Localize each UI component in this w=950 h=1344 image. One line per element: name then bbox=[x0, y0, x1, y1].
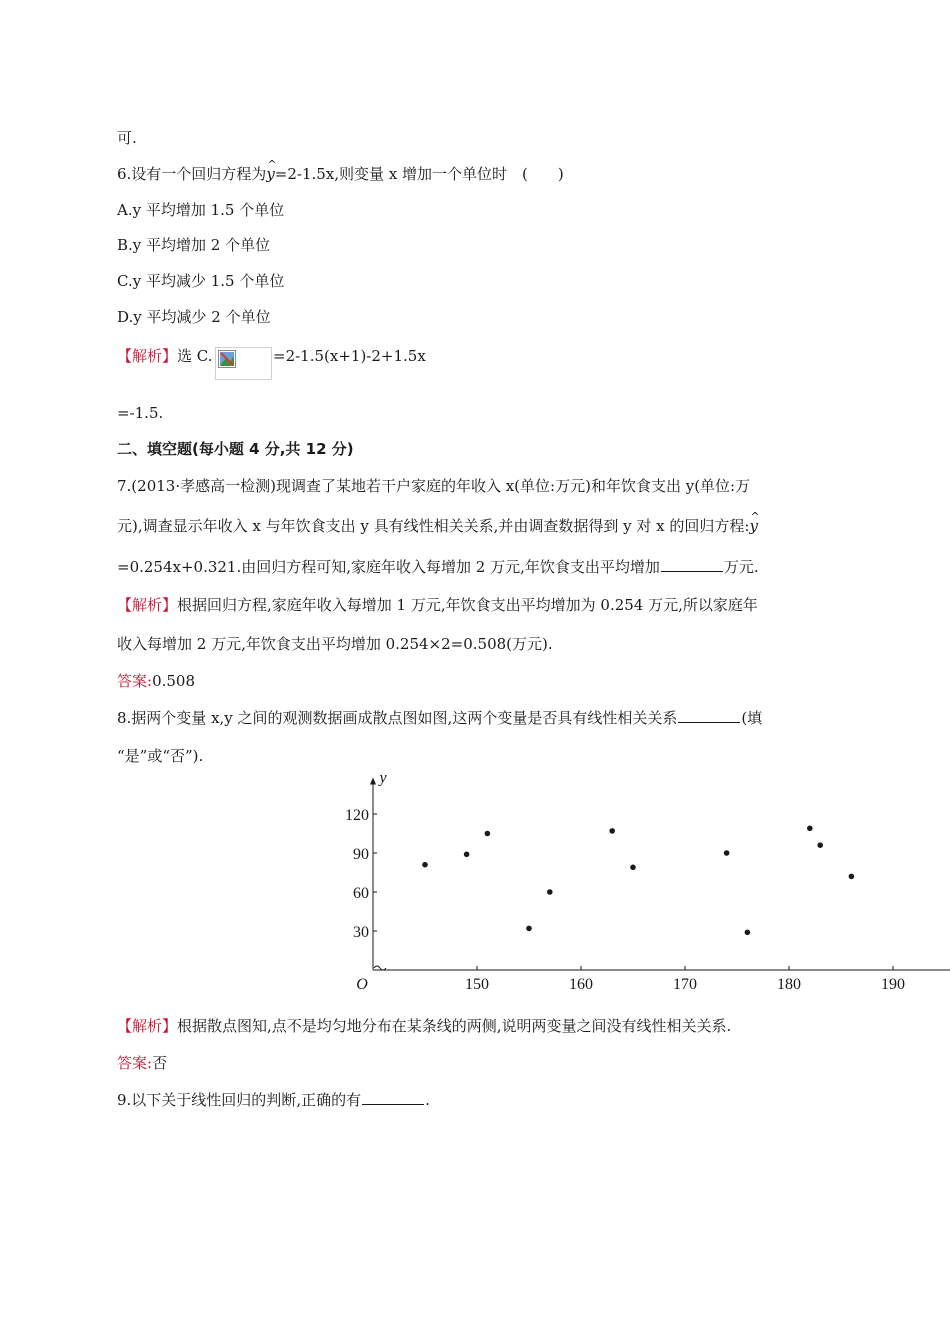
data-point bbox=[745, 930, 751, 936]
y-hat-symbol: ^ y bbox=[266, 164, 274, 184]
solution-7-line-1: 【解析】根据回归方程,家庭年收入每增加 1 万元,年饮食支出平均增加为 0.254 万元,所以家庭年 bbox=[117, 596, 758, 614]
data-point bbox=[609, 828, 615, 834]
question-7-line-3: =0.254x+0.321.由回归方程可知,家庭年收入每增加 2 万元,年饮食支出平均增加 万元. bbox=[117, 558, 759, 576]
answer-value: 0.508 bbox=[152, 672, 196, 690]
data-point bbox=[807, 826, 813, 832]
question-9: 9.以下关于线性回归的判断,正确的有 . bbox=[117, 1091, 430, 1109]
question-8-line-2: “是”或“否”). bbox=[117, 747, 204, 765]
data-point bbox=[485, 831, 491, 837]
data-point bbox=[630, 865, 636, 871]
y-axis-label: y bbox=[379, 769, 387, 787]
answer-value: 否 bbox=[152, 1054, 168, 1072]
y-tick-label: 90 bbox=[353, 846, 369, 863]
answer-label: 答案: bbox=[117, 672, 153, 690]
x-tick-label: 180 bbox=[777, 976, 801, 993]
data-point bbox=[817, 842, 823, 848]
y-tick-label: 120 bbox=[345, 807, 369, 824]
option-d: D.y 平均减少 2 个单位 bbox=[117, 308, 271, 326]
option-b: B.y 平均增加 2 个单位 bbox=[117, 236, 271, 254]
analysis-tag: 【解析】 bbox=[117, 1017, 178, 1035]
option-a: A.y 平均增加 1.5 个单位 bbox=[117, 201, 285, 219]
question-7-line-2: 元),调查显示年收入 x 与年饮食支出 y 具有线性相关关系,并由调查数据得到 y 对 x 的回归方程:^ y bbox=[117, 516, 758, 536]
answer-blank bbox=[362, 1090, 424, 1105]
data-point bbox=[547, 889, 553, 895]
answer-8 bbox=[117, 1053, 167, 1073]
solution-7-line-2: 收入每增加 2 万元,年饮食支出平均增加 0.254×2=0.508(万元). bbox=[117, 635, 553, 653]
x-tick-label: 160 bbox=[569, 976, 593, 993]
solution-6: 【解析】选 C. bbox=[117, 347, 213, 365]
data-point bbox=[724, 850, 730, 856]
answer-label: 答案: bbox=[117, 1054, 153, 1072]
data-point bbox=[526, 926, 532, 932]
section-title-fill-blank: 二、填空题(每小题 4 分,共 12 分) bbox=[117, 440, 354, 458]
data-point bbox=[464, 852, 470, 858]
analysis-tag: 【解析】 bbox=[117, 347, 178, 365]
solution-8: 【解析】根据散点图知,点不是均匀地分布在某条线的两侧,说明两变量之间没有线性相关关系. bbox=[117, 1017, 732, 1035]
x-tick-label: 170 bbox=[673, 976, 697, 993]
question-7-line-1: 7.(2013·孝感高一检测)现调查了某地若干户家庭的年收入 x(单位:万元)和年饮食支出 y(单位:万 bbox=[117, 477, 751, 495]
y-tick-label: 60 bbox=[353, 885, 369, 902]
data-point bbox=[422, 862, 428, 868]
data-point bbox=[849, 874, 855, 880]
question-8-line-1: 8.据两个变量 x,y 之间的观测数据画成散点图如图,这两个变量是否具有线性相关关系 (填 bbox=[117, 709, 763, 727]
y-tick-label: 30 bbox=[353, 924, 369, 941]
y-axis-arrow bbox=[370, 778, 376, 785]
axis-break-mark bbox=[374, 966, 386, 970]
x-tick-label: 150 bbox=[465, 976, 489, 993]
origin-label: O bbox=[356, 976, 368, 993]
analysis-tag: 【解析】 bbox=[117, 596, 178, 614]
solution-6-formula: =2-1.5(x+1)-2+1.5x bbox=[273, 347, 426, 365]
option-c: C.y 平均减少 1.5 个单位 bbox=[117, 272, 285, 290]
x-tick-label: 190 bbox=[881, 976, 905, 993]
text-line-continuation: 可. bbox=[117, 129, 137, 147]
y-hat-symbol: ^ y bbox=[749, 516, 757, 536]
question-6: 6.设有一个回归方程为^ y=2-1.5x,则变量 x 增加一个单位时 ( ) bbox=[117, 164, 564, 184]
solution-6-result: =-1.5. bbox=[117, 404, 164, 422]
